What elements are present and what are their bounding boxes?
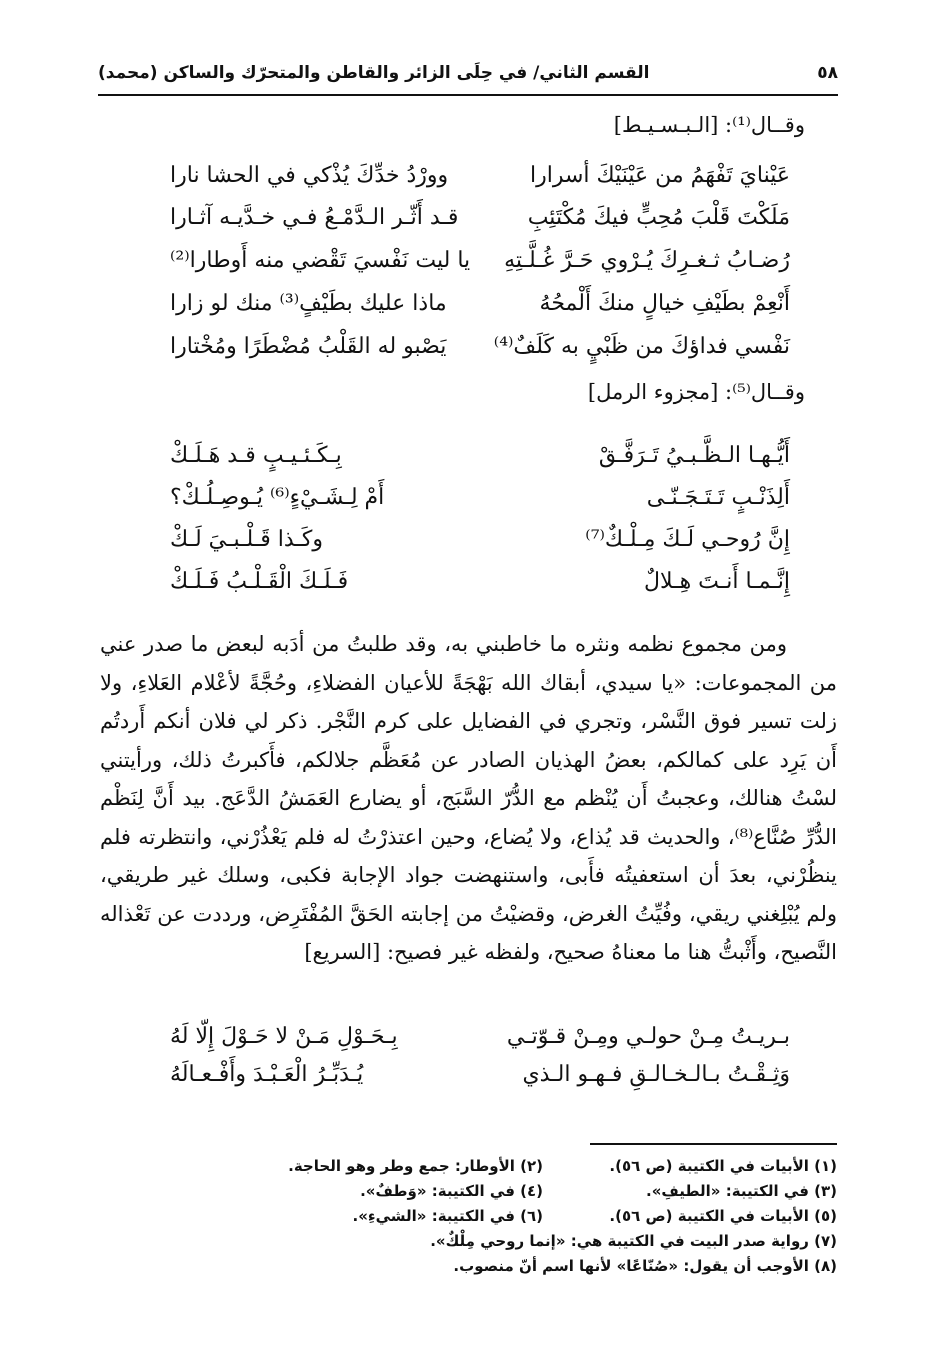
second-hemistich: أَمْ لِـشَـيْءٍ⁽⁶⁾ يُـوصِـلُـكْ؟ <box>170 485 385 510</box>
prose-paragraph <box>100 625 837 972</box>
second-hemistich: بِـكَـئـيـبٍ قـد هَـلَـكْ <box>170 443 342 468</box>
second-hemistich: يَصْبو له القَلْبُ مُضْطَرًا ومُخْتارا <box>170 334 447 359</box>
first-hemistich: أَنْعِمْ بطَيْفِ خيالٍ منكَ أَلْمحُهُ <box>539 291 790 316</box>
footnote: (٤) في الكتيبة: «وَطفٌ». <box>360 1182 543 1200</box>
verse <box>170 569 790 609</box>
prose-text: ومن مجموع نظمه ونثره ما خاطبني به، وقد طلبتُ من أدَبه لبعض ما صدر عني من المجموعات: «يا سيدي، أبقاك الله بَهْجَةً للأعيان الفضلاءِ، وحُجَّةً لأعْلام العَلاءِ، ولا زلت تسير فوق النَّسْر، وتجري في الفضايل على كرم النَّجْر. ذكر لي فلان أنكم أَردتُم أَن يَرِد على كمالكم، بعضُ الهذيان الصادر عن مُعَظَّم جلالكم، فأَكبرتُ ذلك، ورأيتني لسْتُ هنالك، وعجبتُ أَن يُنْظم مع الدُّرّ السَّبَج، أو يضارع العَمَشُ الدَّعَج. بيد أَنَّ لِنَظْم الدُّرِّ صُنَّاع⁽⁸⁾، والحديث قد يُذاع، ولا يُضاع، وحين اعتذرْتُ له فلم يَعْذُرْني، وانتظرته فلم ينظُرْني، بعدَ أن استعفيتُه فأَبى، واستنهضت جواد الإجابة فكبى، وسلك غير طريقي، ولم يُبْلِغني ريقي، وفُيِّتُ الغرض، وقضيْتُ من إجابته الحَقَّ المُفْتَرِض، ورددت عن تَعْذاله النَّصيح، وأَثْبتُّ هنا ما معناهُ صحيح، ولفظه غير فصيح: [السريع] <box>100 632 838 964</box>
first-hemistich: إِنَّ رُوحـي لَـكَ مِـلْـكٌ⁽⁷⁾ <box>585 527 790 552</box>
verse <box>170 291 790 331</box>
footnote: (٣) في الكتيبة: «الطيفِ». <box>646 1182 837 1200</box>
verse <box>170 443 790 483</box>
footnote: (١) الأبيات في الكتيبة (ص ٥٦). <box>609 1157 837 1175</box>
second-hemistich: وورْدُ خدِّكَ يُذْكي في الحشا نارا <box>170 163 449 188</box>
first-hemistich: عَيْنايَ تَفْهَمُ من عَيْنَيْكَ أسرارا <box>530 163 790 188</box>
second-hemistich: قـد أَثّـر الـدَّمْـعُ فـي خـدَّيـه آثـارا <box>170 205 459 230</box>
verse <box>170 485 790 525</box>
poem2-intro: وقــال⁽⁵⁾: [مجزوء الرمل] <box>587 380 805 404</box>
second-hemistich: ماذا عليك بطَيْفٍ⁽³⁾ منك لو زارا <box>170 291 447 316</box>
second-hemistich: وكَـذا قَـلْـبـيَ لَـكْ <box>170 527 323 552</box>
verse <box>170 334 790 374</box>
second-hemistich: فَـلَـكَ الْقَـلْـبُ فَـلَـكْ <box>170 569 349 594</box>
verse <box>170 248 790 288</box>
second-hemistich: يُـدَبِّـرُ الْعَـبْـدَ وأَفْـعـالَهُ <box>170 1062 364 1087</box>
verse <box>170 163 790 203</box>
first-hemistich: أَلِذَنْـبٍ تَـتَـجَـنّـى <box>646 485 790 510</box>
first-hemistich: إِنَّـمـا أَنـتَ هِـلالٌ <box>644 569 790 594</box>
verse <box>170 1024 790 1064</box>
running-title: القسم الثاني/ في حِلَى الزائر والقاطن والمتحرّك والساكن (محمد) <box>98 63 650 83</box>
footnote: (٥) الأبيات في الكتيبة (ص ٥٦). <box>609 1207 837 1225</box>
header-rule <box>98 94 838 96</box>
first-hemistich: رُضـابُ ثـغـرِكَ يُـرْوي حَـرَّ غُـلَّـتِهِ <box>504 248 790 273</box>
poem1-intro: وقــال⁽¹⁾: [الـبـسـيـط] <box>613 113 805 137</box>
first-hemistich: أَيُّـهـا الـظَّـبـيُ تَـرَفَّـقْ <box>598 443 790 468</box>
first-hemistich: مَلَكْتَ قَلْبَ مُحِبٍّ فيكَ مُكْتَئِبِ <box>527 205 790 230</box>
running-header <box>98 58 838 88</box>
verse <box>170 1062 790 1102</box>
page-number: ٥٨ <box>817 63 838 83</box>
footnote: (٦) في الكتيبة: «الشيءِ». <box>352 1207 543 1225</box>
footnote-rule <box>590 1143 837 1145</box>
second-hemistich: يا ليت نَفْسيَ تَقْضي منه أَوطارا⁽²⁾ <box>170 248 471 273</box>
footnote: (٢) الأوطار: جمع وطر وهو الحاجة. <box>288 1157 543 1175</box>
footnote: (٧) رواية صدر البيت في الكتيبة هي: «إنما روحي مِلْكٌ». <box>430 1232 837 1250</box>
verse <box>170 527 790 567</box>
second-hemistich: بِـحَـوْلِ مَـنْ لا حَـوْلَ إِلّا لَهُ <box>170 1024 398 1049</box>
first-hemistich: وَثِـقْـتُ بـالـخـالـقِ فـهـو الـذي <box>522 1062 790 1087</box>
verse <box>170 205 790 245</box>
footnote: (٨) الأوجب أن يقول: «صُنّاعًا» لأنها اسم أنّ منصوب. <box>453 1257 837 1275</box>
first-hemistich: بـريـتُ مِـنْ حولـي ومِـنْ قـوّتـي <box>506 1024 790 1049</box>
first-hemistich: نَفْسي فداؤكَ من ظَبْيٍ به كَلَفٌ⁽⁴⁾ <box>493 334 790 359</box>
